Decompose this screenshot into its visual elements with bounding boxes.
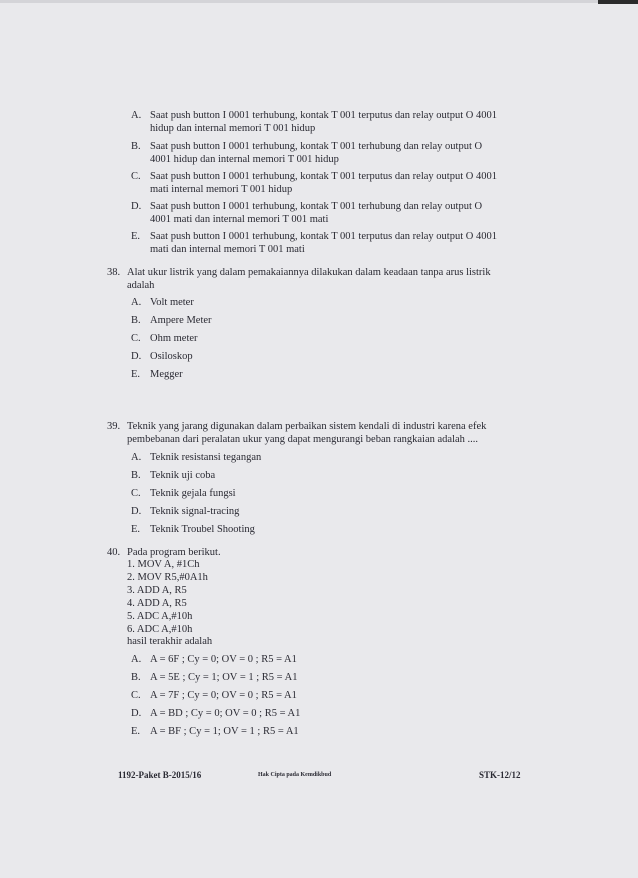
- q38-option-e-text: Megger: [150, 369, 183, 380]
- q40-program-line-2: 2. MOV R5,#0A1h: [127, 572, 208, 583]
- q37-option-c-line2: mati internal memori T 001 hidup: [150, 184, 293, 195]
- q38-option-c-letter: C.: [131, 333, 141, 344]
- footer-copyright: Hak Cipta pada Kemdikbud: [258, 772, 332, 778]
- q38-stem-line1: Alat ukur listrik yang dalam pemakaiannya dilakukan dalam keadaan tanpa arus listrik: [127, 267, 491, 278]
- q40-tail: hasil terakhir adalah: [127, 636, 213, 647]
- q40-option-d-text: A = BD ; Cy = 0; OV = 0 ; R5 = A1: [150, 708, 301, 719]
- q37-option-d-line1: Saat push button I 0001 terhubung, kontak T 001 terhubung dan relay output O: [150, 201, 483, 212]
- q39-option-b-text: Teknik uji coba: [150, 470, 216, 481]
- q40-option-c-text: A = 7F ; Cy = 0; OV = 0 ; R5 = A1: [150, 690, 297, 701]
- q40-option-d-letter: D.: [131, 708, 142, 719]
- q37-option-c-letter: C.: [131, 171, 141, 182]
- q40-program-line-5: 5. ADC A,#10h: [127, 611, 193, 622]
- q40-option-a-letter: A.: [131, 654, 142, 665]
- q39-option-a-letter: A.: [131, 452, 142, 463]
- q37-option-b-line1: Saat push button I 0001 terhubung, kontak T 001 terhubung dan relay output O: [150, 141, 483, 152]
- q37-option-d-line2: 4001 mati dan internal memori T 001 mati: [150, 214, 329, 225]
- q39-option-b-letter: B.: [131, 470, 141, 481]
- q40-program-line-6: 6. ADC A,#10h: [127, 624, 193, 635]
- q37-option-a-letter: A.: [131, 110, 142, 121]
- q39-number: 39.: [107, 421, 121, 432]
- q40-program-line-1: 1. MOV A, #1Ch: [127, 559, 200, 570]
- q38-option-d-text: Osiloskop: [150, 351, 193, 362]
- q39-stem-line2: pembebanan dari peralatan ukur yang dapat mengurangi beban rangkaian adalah ....: [127, 434, 479, 445]
- footer-page-number: STK-12/12: [479, 770, 521, 780]
- q40-option-e-letter: E.: [131, 726, 141, 737]
- q39-option-d-letter: D.: [131, 506, 142, 517]
- q40-option-b-letter: B.: [131, 672, 141, 683]
- q38-option-d-letter: D.: [131, 351, 142, 362]
- q37-option-e-letter: E.: [131, 231, 141, 242]
- q39-option-c-text: Teknik gejala fungsi: [150, 488, 236, 499]
- q39-option-e-text: Teknik Troubel Shooting: [150, 524, 255, 535]
- q38-option-b-letter: B.: [131, 315, 141, 326]
- q37-option-b-letter: B.: [131, 141, 141, 152]
- q40-option-a-text: A = 6F ; Cy = 0; OV = 0 ; R5 = A1: [150, 654, 297, 665]
- q40-stem: Pada program berikut.: [127, 547, 221, 558]
- q39-option-d-text: Teknik signal-tracing: [150, 506, 240, 517]
- q37-option-e-line2: mati dan internal memori T 001 mati: [150, 244, 305, 255]
- q38-number: 38.: [107, 267, 121, 278]
- q37-option-d-letter: D.: [131, 201, 142, 212]
- q37-option-a-line2: hidup dan internal memori T 001 hidup: [150, 123, 316, 134]
- q39-option-a-text: Teknik resistansi tegangan: [150, 452, 262, 463]
- q40-program-line-4: 4. ADD A, R5: [127, 598, 187, 609]
- q40-number: 40.: [107, 547, 121, 558]
- q39-option-c-letter: C.: [131, 488, 141, 499]
- q39-option-e-letter: E.: [131, 524, 141, 535]
- q38-option-e-letter: E.: [131, 369, 141, 380]
- q37-option-a-line1: Saat push button I 0001 terhubung, kontak T 001 terputus dan relay output O 4001: [150, 110, 497, 121]
- q37-option-e-line1: Saat push button I 0001 terhubung, kontak T 001 terputus dan relay output O 4001: [150, 231, 497, 242]
- q40-option-e-text: A = BF ; Cy = 1; OV = 1 ; R5 = A1: [150, 726, 299, 737]
- q38-option-b-text: Ampere Meter: [150, 315, 212, 326]
- q40-option-b-text: A = 5E ; Cy = 1; OV = 1 ; R5 = A1: [150, 672, 298, 683]
- q37-option-c-line1: Saat push button I 0001 terhubung, kontak T 001 terputus dan relay output O 4001: [150, 171, 497, 182]
- q39-stem-line1: Teknik yang jarang digunakan dalam perbaikan sistem kendali di industri karena efek: [127, 421, 487, 432]
- q37-option-b-line2: 4001 hidup dan internal memori T 001 hidup: [150, 154, 339, 165]
- footer-paket-code: 1192-Paket B-2015/16: [118, 770, 202, 780]
- q38-option-a-letter: A.: [131, 297, 142, 308]
- q38-option-c-text: Ohm meter: [150, 333, 198, 344]
- q40-option-c-letter: C.: [131, 690, 141, 701]
- q40-program-line-3: 3. ADD A, R5: [127, 585, 187, 596]
- q38-stem-line2: adalah: [127, 280, 155, 291]
- q38-option-a-text: Volt meter: [150, 297, 194, 308]
